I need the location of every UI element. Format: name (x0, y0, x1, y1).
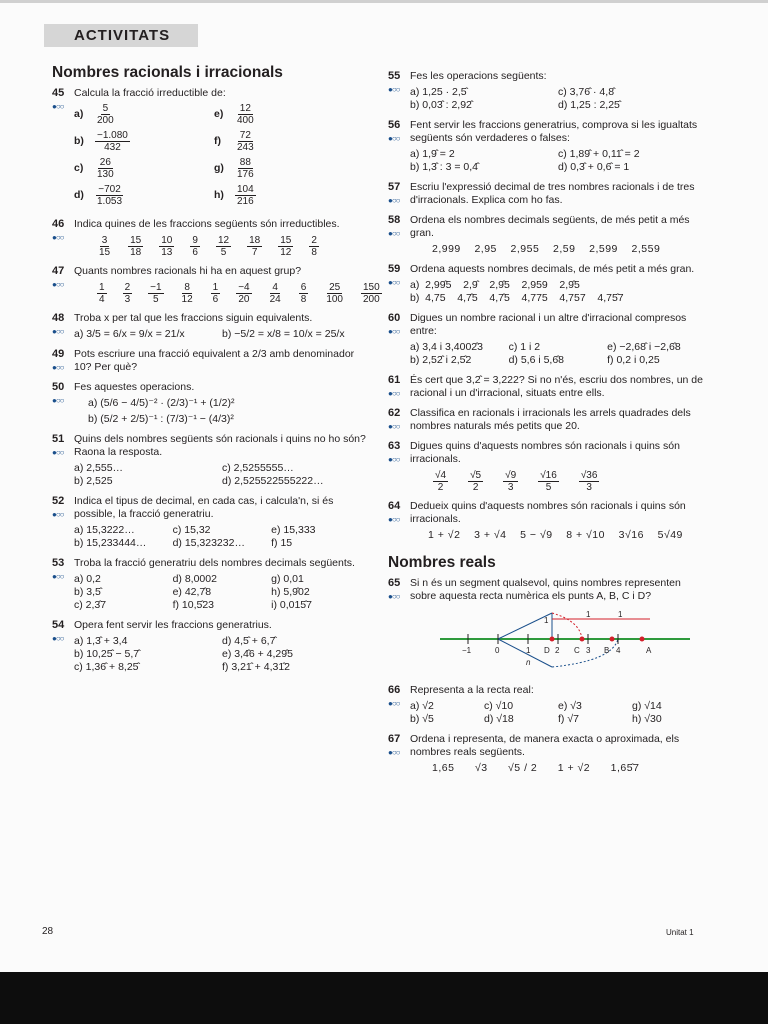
activitats-header: ACTIVITATS (44, 24, 198, 47)
exercise-number: 67 (388, 733, 401, 745)
exercise-statement: Troba la fracció generatriu dels nombres decimals següents. (74, 557, 355, 569)
unit-label: 1 (618, 610, 623, 619)
item: c) 15,32 (172, 524, 211, 536)
exercise-number: 58 (388, 214, 401, 226)
difficulty-dots-icon: ●○○ (52, 572, 64, 581)
numerator: 4 (272, 282, 278, 293)
numerator: −1.080 (97, 130, 128, 141)
difficulty-dots-icon: ●○○ (388, 699, 400, 708)
exercise-statement: Pots escriure una fracció equivalent a 2/3 amb denominador 10? Per què? (74, 348, 355, 373)
numerator: 15 (130, 235, 142, 246)
numerator: 104 (237, 184, 254, 195)
fraction (468, 470, 483, 493)
numerator: −702 (98, 184, 121, 195)
exercise-statement: Ordena els nombres decimals següents, de més petit a més gran. (410, 214, 690, 239)
item: d) 4,5̂ + 6,7̂ (222, 635, 276, 647)
exercise-number: 56 (388, 119, 401, 131)
exercise-statement: Indica quines de les fraccions següents són irreductibles. (74, 218, 340, 230)
numerator: 8 (184, 282, 190, 293)
item-letter: a) (74, 108, 84, 120)
item: b) 2,525 (74, 475, 113, 487)
number-list: 1 + √2 3 + √4 5 − √9 8 + √10 3√16 5√49 (428, 529, 683, 541)
denominator: 12 (181, 294, 193, 305)
axis-label: B (604, 646, 610, 655)
difficulty-dots-icon: ●○○ (388, 455, 400, 464)
difficulty-dots-icon: ●○○ (52, 510, 64, 519)
axis-label: 1 (526, 646, 531, 655)
denominator: 15 (99, 247, 111, 258)
exercise-statement: Opera fent servir les fraccions generatrius. (74, 619, 272, 631)
equation-b: b) −5/2 = x/8 = 10/x = 25/x (222, 328, 345, 340)
item: d) √18 (484, 713, 514, 725)
exercise-number: 59 (388, 263, 401, 275)
numerator: √36 (580, 470, 598, 481)
fraction (211, 282, 221, 305)
difficulty-dots-icon: ●○○ (388, 134, 400, 143)
section-title-reals: Nombres reals (388, 554, 496, 571)
axis-label: A (646, 646, 652, 655)
exercise-number: 51 (52, 433, 65, 445)
item-letter: d) (74, 189, 84, 201)
fraction (190, 235, 200, 258)
item: c) √10 (484, 700, 514, 712)
bottom-band (0, 972, 768, 1024)
item: f) 15 (271, 537, 293, 549)
exercise-statement: Quins dels nombres següents són racionals i quins no ho són? Raona la resposta. (74, 433, 366, 458)
item: f) 10,5̂23 (172, 599, 215, 611)
exercise-statement: Fes les operacions següents: (410, 70, 547, 82)
fraction (235, 184, 256, 207)
fraction (324, 282, 345, 305)
exercise-64 (388, 500, 706, 542)
fraction (278, 235, 293, 258)
exercise-statement: Digues quins d'aquests nombres són racionals i quins són irracionals. (410, 440, 680, 465)
top-rule (0, 0, 768, 3)
denominator: 2 (472, 482, 479, 493)
exercise-number: 45 (52, 87, 65, 99)
number-list: 2,999 2,95 2,955 2,59 2,599 2,559 (432, 243, 661, 255)
difficulty-dots-icon: ●○○ (52, 327, 64, 336)
exercise-statement: Dedueix quins d'aquests nombres són racionals i quins són irracionals. (410, 500, 686, 525)
difficulty-dots-icon: ●○○ (388, 389, 400, 398)
item: i) 0,015̂7 (271, 599, 312, 611)
item: d) 0,3̂ + 0,6̂ = 1 (558, 161, 630, 173)
axis-label: 3 (586, 646, 591, 655)
fraction (95, 103, 116, 126)
item: a) 1,3̂ + 3,4 (74, 635, 128, 647)
numerator: 26 (99, 157, 111, 168)
fraction-item (74, 157, 214, 180)
item: e) 15,333 (271, 524, 316, 536)
fraction-row (74, 282, 380, 305)
fraction (95, 130, 130, 153)
item: a) 3,4 i 3,4002̂3 (410, 341, 483, 353)
item: a) 1,25 · 2,5̂ (410, 86, 467, 98)
item: a) 15,3222… (74, 524, 135, 536)
difficulty-dots-icon: ●○○ (52, 102, 64, 111)
exercise-number: 49 (52, 348, 65, 360)
denominator: 13 (161, 247, 173, 258)
exercise-number: 63 (388, 440, 401, 452)
item: a) 2,555… (74, 462, 124, 474)
numerator: 1 (212, 282, 219, 293)
fraction (128, 235, 143, 258)
difficulty-dots-icon: ●○○ (388, 278, 400, 287)
exercise-statement: Fes aquestes operacions. (74, 381, 195, 393)
section-title-racionals: Nombres racionals i irracionals (52, 64, 283, 81)
fraction (216, 235, 231, 258)
item: d) 8,0002 (172, 573, 217, 585)
item: c) 2,3̂7 (74, 599, 107, 611)
exercise-66 (388, 684, 706, 726)
exercise-statement: Indica el tipus de decimal, en cada cas, i calcula'n, si és possible, la fracció generatriu. (74, 495, 334, 520)
unit-label: Unitat 1 (666, 928, 694, 937)
unit-label: 1 (586, 610, 591, 619)
item: d) 2,525522555222… (222, 475, 324, 487)
fraction (95, 184, 124, 207)
fraction (503, 470, 518, 493)
exercise-statement: Calcula la fracció irreductible de: (74, 87, 226, 99)
item-letter: b) (74, 135, 84, 147)
list-b: b) 4,75 4,7̂5 4,7̂5 4,775 4,757 4,75̂7 (410, 292, 624, 304)
exercise-61 (388, 374, 706, 400)
exercise-number: 65 (388, 577, 401, 589)
numerator: 2 (311, 235, 317, 246)
unit-label: 1 (544, 616, 549, 625)
denominator: 200 (363, 294, 380, 305)
fraction (123, 282, 133, 305)
item: a) 0,2 (74, 573, 101, 585)
denominator: 6 (212, 294, 219, 305)
exercise-number: 55 (388, 70, 401, 82)
fraction-grid (74, 103, 370, 211)
exercise-67 (388, 733, 706, 775)
exercise-number: 54 (52, 619, 65, 631)
denominator: 432 (104, 142, 121, 153)
exercise-50 (52, 381, 370, 426)
denominator: 8 (311, 247, 317, 258)
exercise-number: 47 (52, 265, 65, 277)
exercise-statement: Classifica en racionals i irracionals les arrels quadrades dels nombres naturals més petits que 20. (410, 407, 691, 432)
fraction-row (410, 470, 706, 493)
item: b) √5 (410, 713, 434, 725)
numerator: √5 (470, 470, 482, 481)
exercise-53 (52, 557, 370, 612)
exercise-statement: Fent servir les fraccions generatrius, comprova si les igualtats següents són verdaderes o falses: (410, 119, 698, 144)
denominator: 176 (237, 169, 254, 180)
denominator: 3 (586, 482, 592, 493)
fraction (235, 130, 256, 153)
exercise-number: 60 (388, 312, 401, 324)
page-number: 28 (42, 926, 54, 937)
difficulty-dots-icon: ●○○ (388, 422, 400, 431)
exercise-number: 64 (388, 500, 401, 512)
numerator: 1 (99, 282, 105, 293)
segment-n-label: n (526, 658, 531, 667)
axis-label: 2 (555, 646, 560, 655)
item: f) 3,21̂ + 4,31̂2 (222, 661, 291, 673)
fraction (309, 235, 319, 258)
item: c) 3,76̂ · 4,8̂ (558, 86, 615, 98)
numerator: 5 (102, 103, 109, 114)
fraction (579, 470, 600, 493)
fraction (97, 282, 107, 305)
exercise-58 (388, 214, 706, 256)
denominator: 4 (99, 294, 105, 305)
exercise-55 (388, 70, 706, 112)
denominator: 216 (237, 196, 254, 207)
fraction-row (74, 235, 370, 258)
fraction (180, 282, 195, 305)
fraction (299, 282, 309, 305)
item: d) 15,323232… (172, 537, 245, 549)
item: b) 2,52̂ i 2,5̂2 (410, 354, 472, 366)
difficulty-dots-icon: ●○○ (52, 280, 64, 289)
exercise-number: 50 (52, 381, 65, 393)
item: e) 42,7̂8 (172, 586, 212, 598)
difficulty-dots-icon: ●○○ (388, 327, 400, 336)
numerator: 9 (192, 235, 198, 246)
fraction (433, 470, 448, 493)
fraction (97, 235, 112, 258)
numerator: 12 (239, 103, 251, 114)
item: e) 3,4̂6 + 4,29̂5 (222, 648, 293, 660)
exercise-54 (52, 619, 370, 674)
difficulty-dots-icon: ●○○ (388, 515, 400, 524)
numerator: 72 (239, 130, 251, 141)
denominator: 24 (269, 294, 281, 305)
difficulty-dots-icon: ●○○ (388, 748, 400, 757)
item: a) √2 (410, 700, 434, 712)
item: f) √7 (558, 713, 579, 725)
item: e) −2,68̂ i −2,6̂8 (607, 341, 681, 353)
exercise-number: 57 (388, 181, 401, 193)
item-letter: f) (214, 135, 221, 147)
denominator: 5 (153, 294, 159, 305)
exercise-number: 46 (52, 218, 65, 230)
fraction-item (214, 130, 354, 153)
item: c) 1 i 2 (508, 341, 541, 353)
item: a) 1,9̂ = 2 (410, 148, 455, 160)
item: g) 0,01 (271, 573, 304, 585)
denominator: 5 (220, 247, 227, 258)
fraction-item (214, 157, 354, 180)
exercise-statement: Escriu l'expressió decimal de tres nombres racionals i de tres d'irracionals. Explica com ho fas. (410, 181, 695, 206)
numerator: 6 (300, 282, 307, 293)
fraction-item (74, 184, 214, 207)
equation-a: a) 3/5 = 6/x = 9/x = 21/x (74, 328, 185, 340)
exercise-62 (388, 407, 706, 433)
denominator: 18 (130, 247, 142, 258)
right-column (388, 70, 706, 782)
numerator: 18 (249, 235, 261, 246)
exercise-number: 61 (388, 374, 401, 386)
denominator: 130 (97, 169, 114, 180)
denominator: 5 (545, 482, 552, 493)
denominator: 400 (237, 115, 254, 126)
exercise-statement: Quants nombres racionals hi ha en aquest grup? (74, 265, 302, 277)
fraction (159, 235, 174, 258)
difficulty-dots-icon: ●○○ (52, 634, 64, 643)
exercise-statement: Digues un nombre racional i un altre d'irracional compresos entre: (410, 312, 687, 337)
item: d) 1,25 : 2,25̂ (558, 99, 620, 111)
fraction (538, 470, 559, 493)
numerator: √9 (505, 470, 517, 481)
numerator: 25 (329, 282, 341, 293)
exercise-45 (52, 87, 370, 211)
exercise-number: 66 (388, 684, 401, 696)
exercise-statement: Representa a la recta real: (410, 684, 534, 696)
difficulty-dots-icon: ●○○ (52, 233, 64, 242)
denominator: 243 (237, 142, 254, 153)
denominator: 7 (251, 247, 258, 258)
numerator: 10 (161, 235, 173, 246)
exercise-57 (388, 181, 706, 207)
numerator: √4 (435, 470, 447, 481)
exercise-47 (52, 265, 380, 305)
exercise-number: 52 (52, 495, 65, 507)
fraction (236, 282, 251, 305)
fraction (148, 282, 163, 305)
numerator: 12 (217, 235, 230, 246)
item: f) 0,2 i 0,25 (607, 354, 660, 366)
list-a: a) 2,99̂5 2,9̂ 2,9̂5 2,959 2,9̂5 (410, 279, 580, 291)
difficulty-dots-icon: ●○○ (52, 448, 64, 457)
fraction-item (214, 103, 354, 126)
difficulty-dots-icon: ●○○ (52, 363, 64, 372)
exercise-49 (52, 348, 370, 374)
exercise-56 (388, 119, 706, 174)
axis-label: −1 (462, 646, 472, 655)
number-line-diagram (440, 607, 690, 677)
numerator: 3 (101, 235, 108, 246)
exercise-number: 53 (52, 557, 65, 569)
item: c) 1,89̂ + 0,11̂ = 2 (558, 148, 640, 160)
exercise-statement: Si n és un segment qualsevol, quins nombres representen sobre aquesta recta numèrica els punts A, B, C i D? (410, 577, 681, 602)
denominator: 3 (507, 482, 514, 493)
item: g) √14 (632, 700, 662, 712)
item: h) 5,9̂02 (271, 586, 310, 598)
item: b) 15,233444… (74, 537, 147, 549)
difficulty-dots-icon: ●○○ (52, 396, 64, 405)
exercise-51 (52, 433, 370, 488)
item: e) √3 (558, 700, 582, 712)
fraction (235, 103, 256, 126)
axis-label: 0 (495, 646, 500, 655)
exercise-statement: Ordena i representa, de manera exacta o aproximada, els nombres reals següents. (410, 733, 680, 758)
numerator: 88 (239, 157, 251, 168)
denominator: 6 (192, 247, 198, 258)
fraction-item (74, 130, 214, 153)
fraction-item (74, 103, 214, 126)
difficulty-dots-icon: ●○○ (388, 85, 400, 94)
difficulty-dots-icon: ●○○ (388, 229, 400, 238)
fraction-item (214, 184, 354, 207)
denominator: 1.053 (97, 196, 123, 207)
item: b) 0,03̂ : 2,92̂ (410, 99, 472, 111)
item-letter: h) (214, 189, 224, 201)
difficulty-dots-icon: ●○○ (388, 592, 400, 601)
operation-a: a) (5/6 − 4/5)⁻² · (2/3)⁻¹ + (1/2)² (88, 397, 235, 409)
exercise-46 (52, 218, 370, 258)
exercise-60 (388, 312, 706, 367)
item-letter: c) (74, 162, 84, 174)
exercise-59 (388, 263, 706, 305)
denominator: 2 (437, 482, 444, 493)
denominator: 200 (97, 115, 114, 126)
numerator: 2 (124, 282, 131, 293)
exercise-statement: Troba x per tal que les fraccions siguin equivalents. (74, 312, 313, 324)
item-letter: g) (214, 162, 224, 174)
axis-label: 4 (616, 646, 621, 655)
item-letter: e) (214, 108, 224, 120)
exercise-statement: És cert que 3,2̂ = 3,222? Si no n'és, escriu dos nombres, un de racional i un d'irracional, situats entre ells. (410, 374, 703, 399)
denominator: 3 (124, 294, 131, 305)
number-list: 1,65 √3 √5 / 2 1 + √2 1,65̂7 (432, 762, 640, 774)
exercise-number: 62 (388, 407, 401, 419)
exercise-number: 48 (52, 312, 65, 324)
axis-label: D (544, 646, 550, 655)
fraction (361, 282, 382, 305)
item: d) 5,6 i 5,6̂8 (508, 354, 565, 366)
item: c) 2,5255555… (222, 462, 294, 474)
numerator: 15 (280, 235, 292, 246)
fraction (268, 282, 283, 305)
exercise-48 (52, 312, 370, 341)
item: h) √30 (632, 713, 662, 725)
exercise-65 (388, 577, 706, 677)
denominator: 100 (326, 294, 343, 305)
item: b) 10,25̂ − 5,7̂ (74, 648, 140, 660)
left-column (52, 64, 380, 681)
fraction (95, 157, 116, 180)
item: c) 1,36̂ + 8,25̂ (74, 661, 139, 673)
numerator: −4 (238, 282, 250, 293)
denominator: 12 (280, 247, 292, 258)
denominator: 20 (238, 294, 250, 305)
exercise-52 (52, 495, 370, 550)
denominator: 8 (300, 294, 307, 305)
numerator: √16 (540, 470, 557, 481)
item: b) 1,3̂ : 3 = 0,4̂ (410, 161, 479, 173)
fraction (235, 157, 256, 180)
axis-label: C (574, 646, 580, 655)
exercise-63 (388, 440, 706, 493)
fraction (247, 235, 262, 258)
numerator: −1 (150, 282, 162, 293)
operation-b: b) (5/2 + 2/5)⁻¹ : (7/3)⁻¹ − (4/3)² (88, 413, 234, 425)
exercise-statement: Ordena aquests nombres decimals, de més petit a més gran. (410, 263, 695, 275)
difficulty-dots-icon: ●○○ (388, 196, 400, 205)
numerator: 150 (363, 282, 380, 293)
item: b) 3,5̂ (74, 586, 101, 598)
